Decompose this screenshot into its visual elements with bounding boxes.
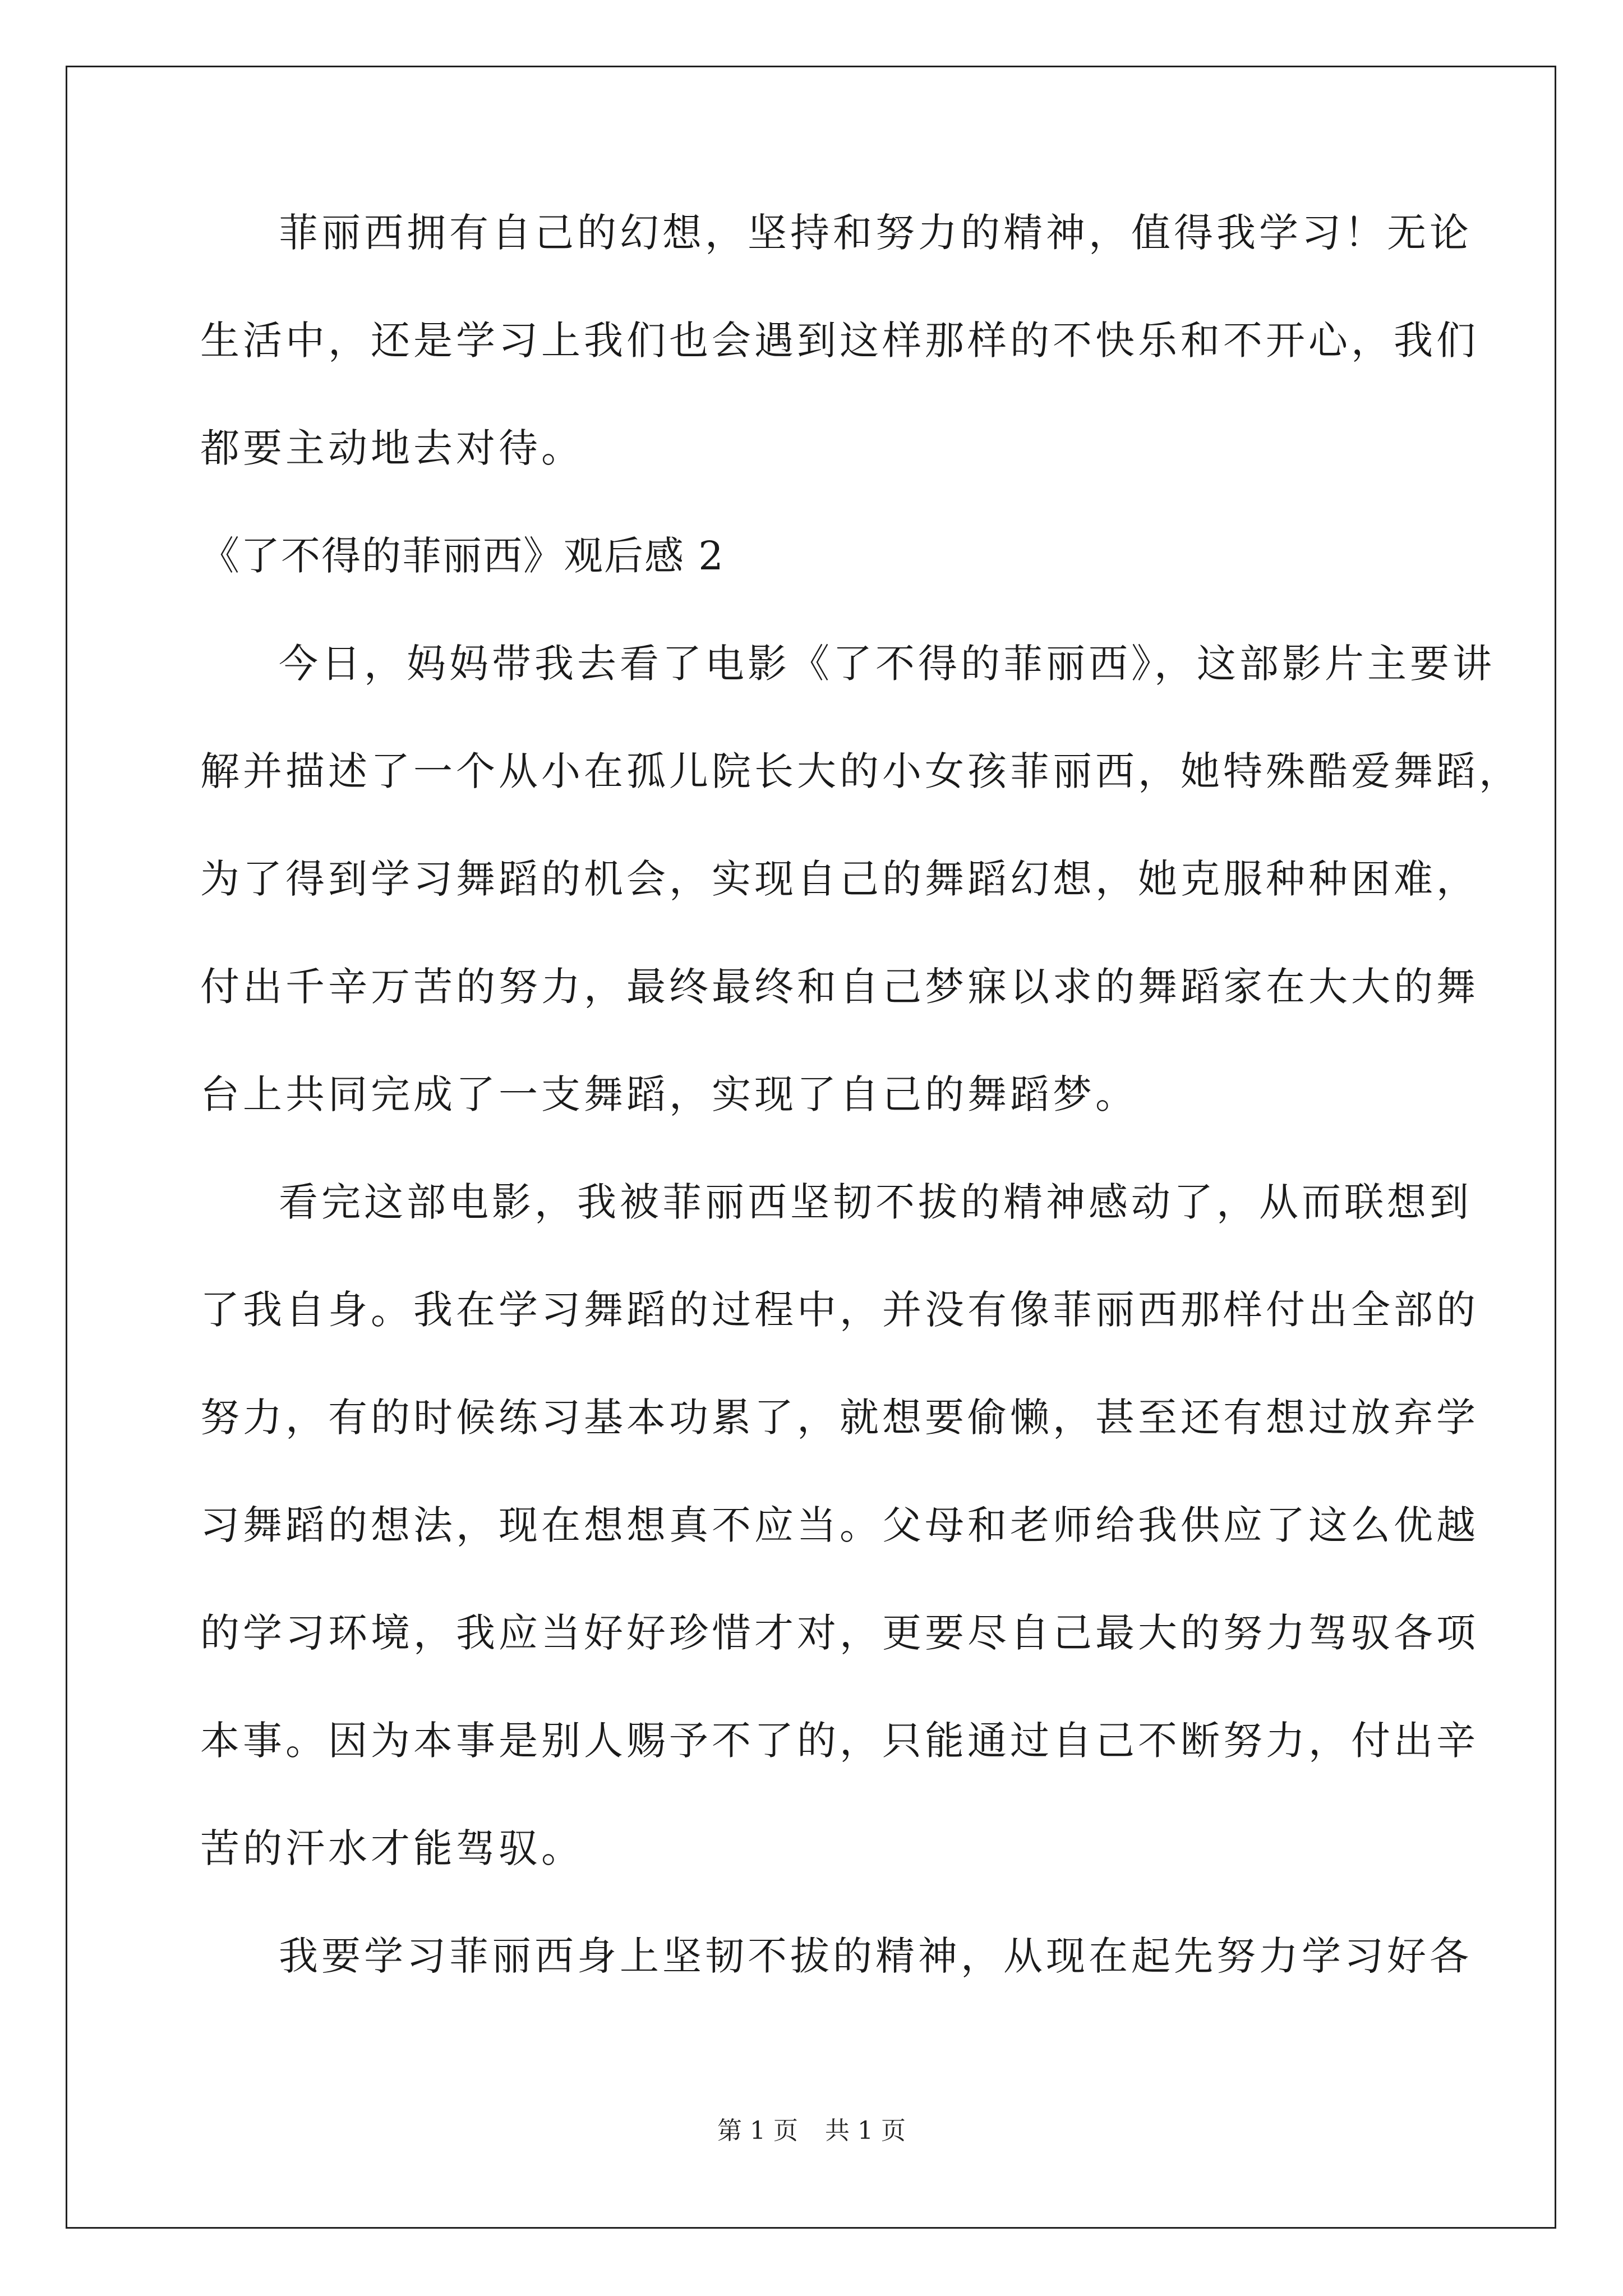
paragraph-2-line-2: 解并描述了一个从小在孤儿院长大的小女孩菲丽西，她特殊酷爱舞蹈， bbox=[200, 748, 1521, 794]
paragraph-1-line-1: 菲丽西拥有自己的幻想，坚持和努力的精神，值得我学习！无论 bbox=[279, 210, 1472, 256]
paragraph-2-line-3: 为了得到学习舞蹈的机会，实现自己的舞蹈幻想，她克服种种困难， bbox=[200, 856, 1479, 902]
paragraph-1-line-3: 都要主动地去对待。 bbox=[200, 425, 584, 471]
paragraph-3-line-4: 习舞蹈的想法，现在想想真不应当。父母和老师给我供应了这么优越 bbox=[200, 1502, 1479, 1548]
total-pages: 共 1 页 bbox=[825, 2116, 906, 2145]
paragraph-3-line-2: 了我自身。我在学习舞蹈的过程中，并没有像菲丽西那样付出全部的 bbox=[200, 1287, 1479, 1333]
paragraph-1-line-2: 生活中，还是学习上我们也会遇到这样那样的不快乐和不开心，我们 bbox=[200, 318, 1479, 364]
paragraph-2-line-5: 台上共同完成了一支舞蹈，实现了自己的舞蹈梦。 bbox=[200, 1071, 1138, 1117]
paragraph-2-line-1: 今日，妈妈带我去看了电影《了不得的菲丽西》，这部影片主要讲 bbox=[279, 641, 1495, 687]
page-number: 第 1 页 bbox=[717, 2116, 798, 2145]
paragraph-3-line-6: 本事。因为本事是别人赐予不了的，只能通过自己不断努力，付出辛 bbox=[200, 1718, 1479, 1764]
paragraph-3-line-7: 苦的汗水才能驾驭。 bbox=[200, 1825, 584, 1871]
paragraph-2-line-4: 付出千辛万苦的努力，最终最终和自己梦寐以求的舞蹈家在大大的舞 bbox=[200, 964, 1479, 1010]
page-footer bbox=[0, 2115, 1623, 2147]
paragraph-3-line-1: 看完这部电影，我被菲丽西坚韧不拔的精神感动了，从而联想到 bbox=[279, 1179, 1472, 1225]
paragraph-3-line-3: 努力，有的时候练习基本功累了，就想要偷懒，甚至还有想过放弃学 bbox=[200, 1395, 1479, 1441]
paragraph-4-line-1: 我要学习菲丽西身上坚韧不拔的精神，从现在起先努力学习好各 bbox=[279, 1933, 1472, 1979]
section-heading: 《了不得的菲丽西》观后感 2 bbox=[200, 533, 725, 579]
paragraph-3-line-5: 的学习环境，我应当好好珍惜才对，更要尽自己最大的努力驾驭各项 bbox=[200, 1610, 1479, 1656]
page-border bbox=[66, 66, 1556, 2229]
